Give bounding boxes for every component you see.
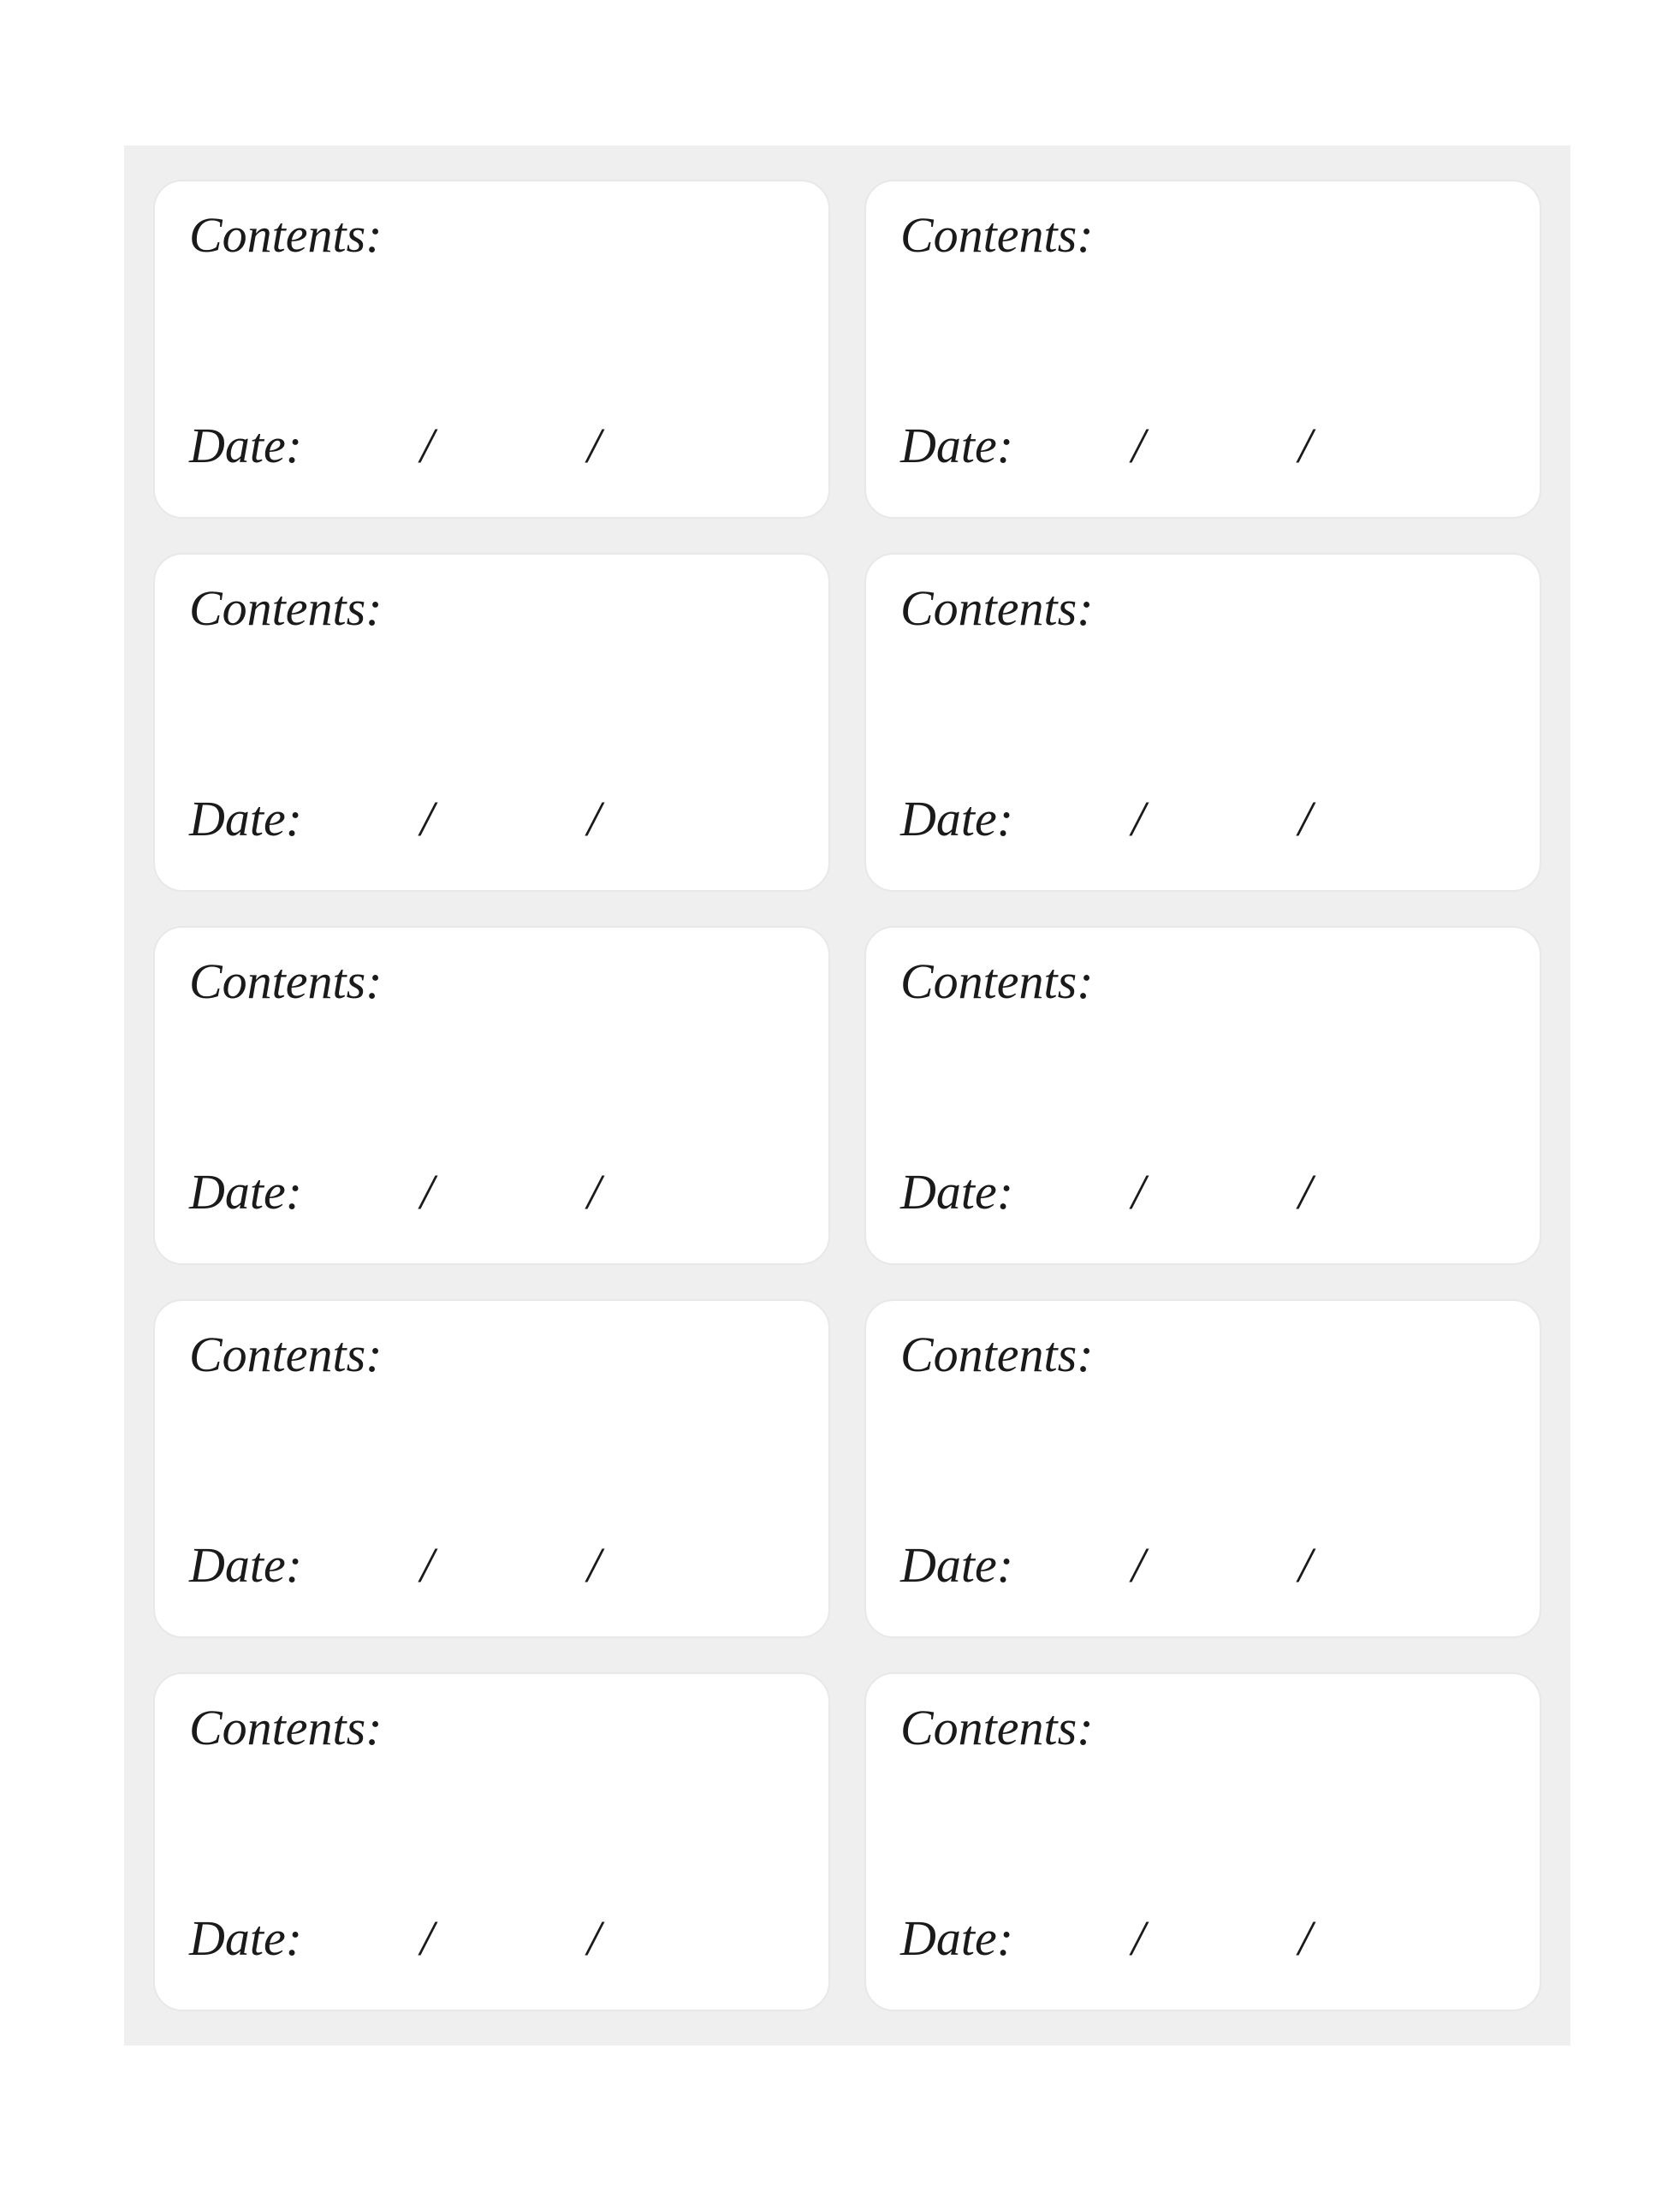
date-label: Date: [189,1164,303,1220]
label-card [153,1299,830,1638]
date-separator: / [587,1164,602,1220]
contents-label: Contents: [900,580,1094,636]
date-row [900,1910,1414,1968]
date-separator: / [1298,418,1313,473]
date-separator: / [420,1910,435,1966]
date-separator: / [1298,1910,1313,1966]
labels-grid [153,180,1541,2011]
date-separator: / [587,791,602,846]
label-card [864,1672,1541,2011]
label-card [153,180,830,519]
contents-label: Contents: [189,1327,383,1382]
label-card [864,553,1541,892]
label-card [153,1672,830,2011]
date-separator: / [1298,1537,1313,1593]
date-row [189,418,703,476]
date-label: Date: [189,791,303,846]
date-separator: / [587,1537,602,1593]
label-card [153,926,830,1265]
date-row [189,1537,703,1595]
label-card [864,926,1541,1265]
label-card [153,553,830,892]
date-row [900,418,1414,476]
contents-label: Contents: [900,207,1094,263]
date-separator: / [1131,1537,1146,1593]
contents-label: Contents: [900,953,1094,1009]
label-sheet [124,145,1570,2046]
date-label: Date: [900,1537,1014,1593]
date-row [189,1164,703,1222]
date-label: Date: [189,418,303,473]
contents-label: Contents: [189,207,383,263]
date-separator: / [587,418,602,473]
date-separator: / [420,1164,435,1220]
contents-label: Contents: [189,953,383,1009]
date-row [900,791,1414,849]
date-separator: / [1298,791,1313,846]
date-row [900,1164,1414,1222]
date-label: Date: [900,418,1014,473]
date-separator: / [420,791,435,846]
date-label: Date: [900,1164,1014,1220]
date-separator: / [420,1537,435,1593]
date-row [189,1910,703,1968]
date-separator: / [1131,1164,1146,1220]
contents-label: Contents: [900,1700,1094,1755]
date-separator: / [1131,418,1146,473]
date-label: Date: [900,791,1014,846]
label-card [864,1299,1541,1638]
date-separator: / [1131,1910,1146,1966]
date-separator: / [1131,791,1146,846]
date-label: Date: [189,1910,303,1966]
date-label: Date: [900,1910,1014,1966]
contents-label: Contents: [189,580,383,636]
date-separator: / [420,418,435,473]
contents-label: Contents: [900,1327,1094,1382]
date-separator: / [587,1910,602,1966]
date-row [900,1537,1414,1595]
date-row [189,791,703,849]
label-card [864,180,1541,519]
contents-label: Contents: [189,1700,383,1755]
date-label: Date: [189,1537,303,1593]
date-separator: / [1298,1164,1313,1220]
